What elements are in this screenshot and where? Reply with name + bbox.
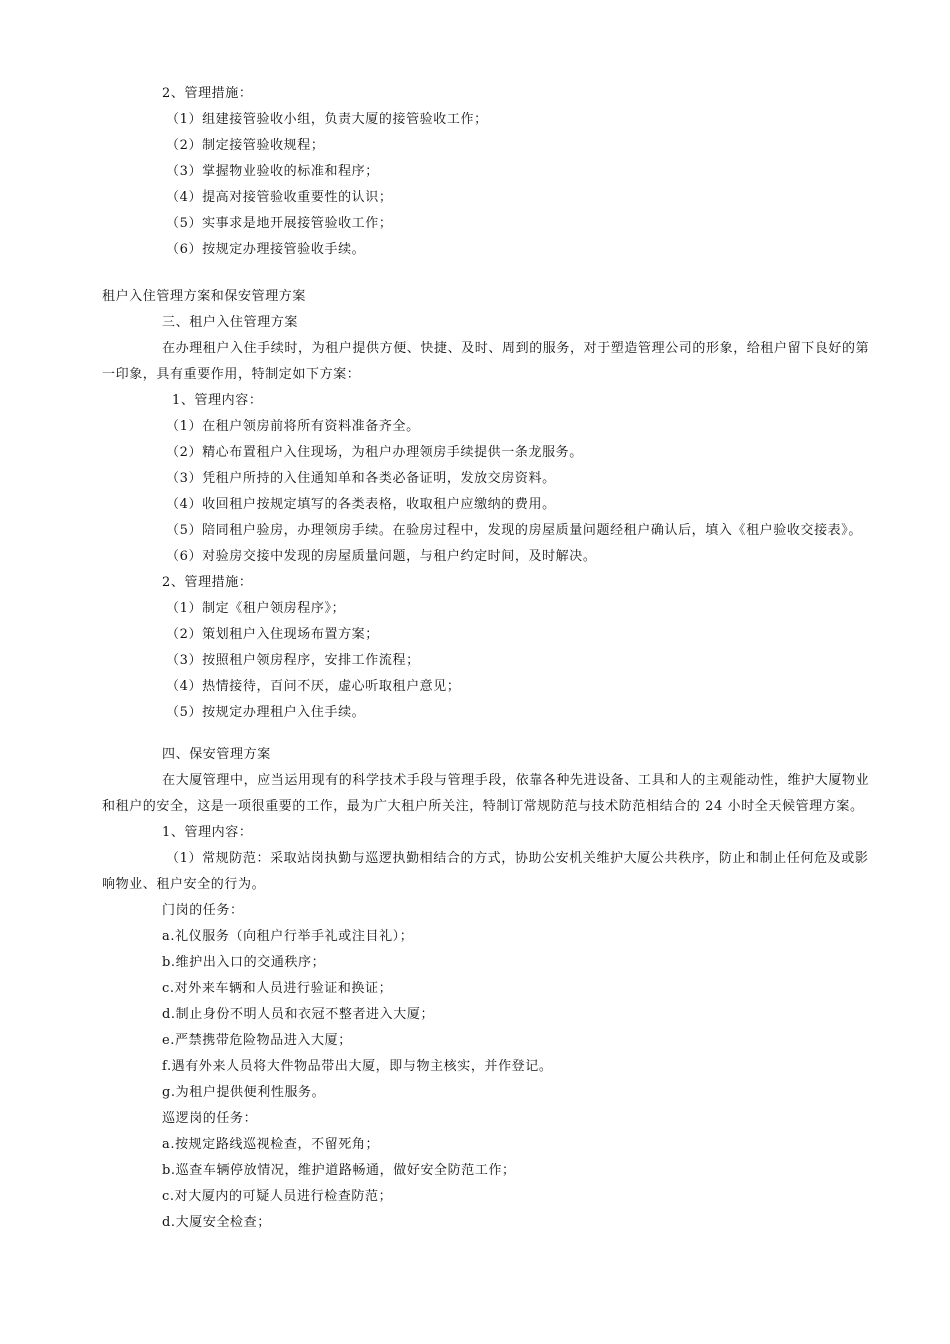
list-item: g.为租户提供便利性服务。 — [162, 1085, 326, 1100]
paragraph-line: （1）常规防范：采取站岗执勤与巡逻执勤相结合的方式，协助公安机关维护大厦公共秩序，防止和制止任何危及或影 — [166, 851, 869, 866]
section-heading: 2、管理措施： — [162, 86, 253, 101]
list-item: b.巡查车辆停放情况，维护道路畅通，做好安全防范工作； — [162, 1163, 516, 1178]
paragraph-line: 一印象，具有重要作用，特制定如下方案： — [102, 367, 361, 382]
list-item: （3）按照租户领房程序，安排工作流程； — [166, 653, 420, 668]
list-item: b.维护出入口的交通秩序； — [162, 955, 326, 970]
list-item: （1）制定《租户领房程序》； — [166, 601, 346, 616]
list-item: （3）掌握物业验收的标准和程序； — [166, 164, 379, 179]
section-heading: 2、管理措施： — [162, 575, 253, 590]
list-item: （1）组建接管验收小组，负责大厦的接管验收工作； — [166, 112, 488, 127]
list-item: （3）凭租户所持的入住通知单和各类必备证明，发放交房资料。 — [166, 471, 556, 486]
paragraph-line: 在大厦管理中，应当运用现有的科学技术手段与管理手段，依靠各种先进设备、工具和人的主观能动性，维护大厦物业 — [162, 773, 870, 788]
paragraph-line: 在办理租户入住手续时，为租户提供方便、快捷、及时、周到的服务，对于塑造管理公司的形象，给租户留下良好的第 — [162, 341, 870, 356]
section-heading: 1、管理内容： — [172, 393, 263, 408]
section-heading: 四、保安管理方案 — [162, 747, 271, 762]
list-item: （5）陪同租户验房，办理领房手续。在验房过程中，发现的房屋质量问题经租户确认后，填入《租户验收交接表》。 — [166, 523, 862, 538]
list-item: （4）提高对接管验收重要性的认识； — [166, 190, 393, 205]
paragraph-line: 响物业、租户安全的行为。 — [102, 877, 266, 892]
list-item: （4）收回租户按规定填写的各类表格，收取租户应缴纳的费用。 — [166, 497, 556, 512]
list-item: （4）热情接待，百问不厌，虚心听取租户意见； — [166, 679, 461, 694]
list-item: （1）在租户领房前将所有资料准备齐全。 — [166, 419, 420, 434]
section-heading: 三、租户入住管理方案 — [162, 315, 299, 330]
section-heading: 1、管理内容： — [162, 825, 253, 840]
list-item: （2）策划租户入住现场布置方案； — [166, 627, 379, 642]
section-heading: 门岗的任务： — [162, 903, 244, 918]
list-item: d.大厦安全检查； — [162, 1215, 271, 1230]
section-heading: 巡逻岗的任务： — [162, 1111, 258, 1126]
list-item: f.遇有外来人员将大件物品带出大厦，即与物主核实，并作登记。 — [162, 1059, 553, 1074]
list-item: c.对大厦内的可疑人员进行检查防范； — [162, 1189, 393, 1204]
list-item: e.严禁携带危险物品进入大厦； — [162, 1033, 352, 1048]
list-item: （2）制定接管验收规程； — [166, 138, 325, 153]
list-item: c.对外来车辆和人员进行验证和换证； — [162, 981, 393, 996]
list-item: a.礼仪服务（向租户行举手礼或注目礼）； — [162, 929, 414, 944]
document-title: 租户入住管理方案和保安管理方案 — [102, 289, 307, 304]
list-item: （6）对验房交接中发现的房屋质量问题，与租户约定时间，及时解决。 — [166, 549, 597, 564]
list-item: （2）精心布置租户入住现场，为租户办理领房手续提供一条龙服务。 — [166, 445, 583, 460]
list-item: （5）按规定办理租户入住手续。 — [166, 705, 366, 720]
list-item: a.按规定路线巡视检查，不留死角； — [162, 1137, 380, 1152]
list-item: （5）实事求是地开展接管验收工作； — [166, 216, 393, 231]
list-item: d.制止身份不明人员和衣冠不整者进入大厦； — [162, 1007, 435, 1022]
paragraph-line: 和租户的安全，这是一项很重要的工作，最为广大租户所关注，特制订常规防范与技术防范相结合的 24 小时全天候管理方案。 — [102, 799, 864, 814]
list-item: （6）按规定办理接管验收手续。 — [166, 242, 366, 257]
